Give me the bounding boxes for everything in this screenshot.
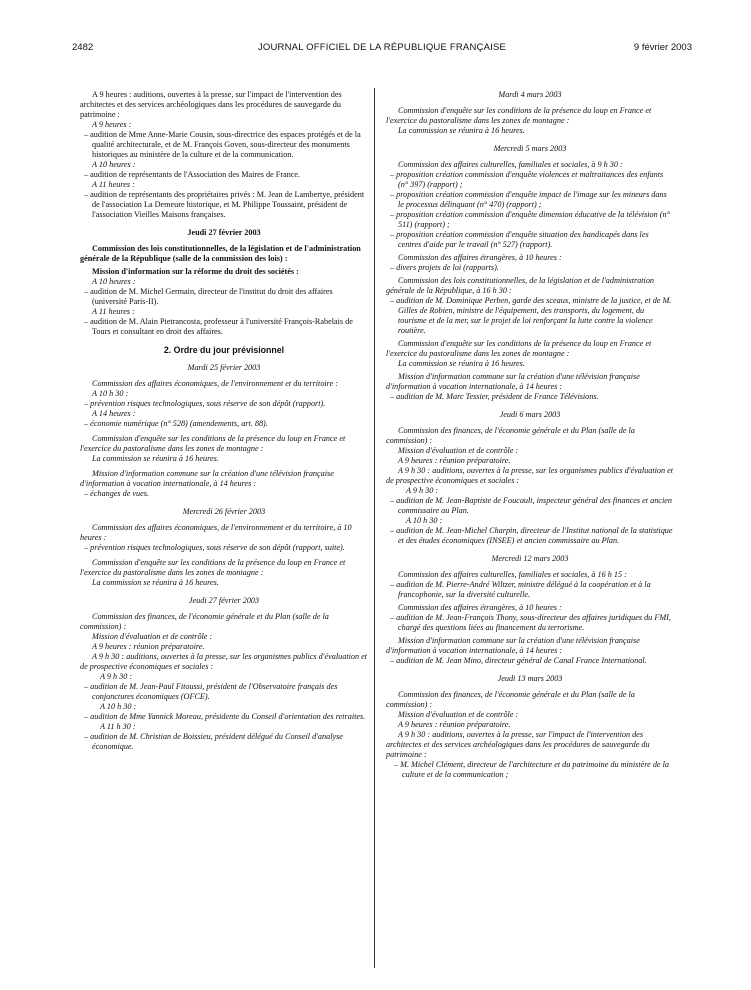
issue-date: 9 février 2003 (633, 42, 692, 53)
time-label: A 9 h 30 : auditions, ouvertes à la presse, sur les organismes publics d'évaluation et de prospective économiques et sociales : (386, 466, 674, 485)
mission-heading: Mission d'information commune sur la création d'une télévision française d'information à vocation internationale, à 14 heures : (386, 372, 640, 391)
agenda-item: – M. Michel Clément, directeur de l'architecture et du patrimoine du ministère de la culture et de la communication ; (394, 760, 669, 779)
mission-heading: Mission d'évaluation et de contrôle : (398, 446, 519, 455)
time-label: A 10 h 30 : (92, 389, 129, 398)
agenda-item: – audition de M. Jean-Michel Charpin, directeur de l'Institut national de la statistique et des études économiques (INSEE) et ancien commissaire au Plan. (390, 526, 673, 545)
time-label: A 14 heures : (92, 409, 136, 418)
commission-heading: Commission des affaires culturelles, familiales et sociales, à 9 h 30 : (398, 160, 623, 169)
agenda-item: – audition de M. Jean Mino, directeur général de Canal France International. (390, 656, 647, 665)
mission-heading: Mission d'information commune sur la création d'une télévision française d'information à vocation internationale, à 14 heures : (80, 469, 334, 488)
time-label: A 10 h 30 : (406, 516, 443, 525)
page-header (72, 42, 692, 56)
date-heading: Mercredi 5 mars 2003 (493, 144, 567, 153)
mission-heading: Mission d'évaluation et de contrôle : (398, 710, 519, 719)
commission-heading: Commission des affaires étrangères, à 10 heures : (398, 603, 562, 612)
commission-heading: Commission des affaires économiques, de l'environnement et du territoire, à 10 heures : (80, 523, 352, 542)
agenda-item: – audition de Mme Yannick Moreau, présidente du Conseil d'orientation des retraites. (84, 712, 366, 721)
time-label: A 11 heures : (92, 307, 135, 316)
commission-heading: Commission des finances, de l'économie générale et du Plan (salle de la commission) : (386, 690, 635, 709)
date-heading: Mardi 25 février 2003 (187, 363, 261, 372)
time-label: A 9 heures : réunion préparatoire. (398, 720, 511, 729)
agenda-item: – audition de M. Jean-Paul Fitoussi, président de l'Observatoire français des conjonctures économiques (OFCE). (84, 682, 338, 701)
time-label: A 10 h 30 : (100, 702, 137, 711)
agenda-item: – audition de représentants de l'Association des Maires de France. (84, 170, 301, 179)
agenda-item: – audition de M. Marc Tessier, président de France Télévisions. (390, 392, 599, 401)
time-label: A 9 h 30 : auditions, ouvertes à la presse, sur l'impact de l'intervention des architectes et des services archéologiques dans les procédures de sauvegarde du patrimoine : (386, 730, 650, 759)
time-label: A 9 h 30 : (100, 672, 133, 681)
journal-title: JOURNAL OFFICIEL DE LA RÉPUBLIQUE FRANÇAISE (257, 42, 507, 53)
left-column (80, 90, 368, 752)
agenda-item: – prévention risques technologiques, sous réserve de son dépôt (rapport). (84, 399, 326, 408)
section-title: 2. Ordre du jour prévisionnel (163, 345, 285, 355)
date-heading: Mercredi 12 mars 2003 (491, 554, 569, 563)
right-column (386, 90, 674, 780)
agenda-item: – proposition création commission d'enquête dimension éducative de la télévision (n° 511) (rapport) ; (390, 210, 670, 229)
date-heading: Jeudi 27 février 2003 (188, 596, 260, 605)
time-label: A 9 h 30 : (406, 486, 439, 495)
date-heading: Mercredi 26 février 2003 (182, 507, 266, 516)
date-heading: Mardi 4 mars 2003 (498, 90, 562, 99)
agenda-item: – proposition création commission d'enquête violences et maltraitances des enfants (n° 397) (rapport) ; (390, 170, 664, 189)
column-divider (374, 88, 375, 968)
agenda-item: – audition de M. Jean-Baptiste de Foucault, inspecteur général des finances et ancien commissaire au Plan. (390, 496, 672, 515)
agenda-item: – audition de M. Jean-François Thony, sous-directeur des affaires juridiques du FMI, chargé des questions liées au financement du terrorisme. (390, 613, 671, 632)
meeting-note: La commission se réunira à 16 heures. (92, 578, 219, 587)
agenda-item: – audition de M. Christian de Boissieu, président délégué du Conseil d'analyse économique. (84, 732, 343, 751)
meeting-note: La commission se réunira à 16 heures. (398, 126, 525, 135)
commission-heading: Commission des finances, de l'économie générale et du Plan (salle de la commission) : (386, 426, 635, 445)
time-label: A 9 heures : réunion préparatoire. (92, 642, 205, 651)
mission-heading: Mission d'information commune sur la création d'une télévision française d'information à vocation internationale, à 14 heures : (386, 636, 640, 655)
agenda-item: – échanges de vues. (84, 489, 150, 498)
date-heading: Jeudi 6 mars 2003 (499, 410, 561, 419)
meeting-note: La commission se réunira à 16 heures. (398, 359, 525, 368)
agenda-item: – audition de Mme Anne-Marie Cousin, sous-directrice des espaces protégés et de la qualité architecturale, et de M. François Goven, sous-directeur des monuments historiques au ministère de la culture et de la communication. (84, 130, 361, 159)
commission-heading: Commission d'enquête sur les conditions de la présence du loup en France et l'exercice du pastoralisme dans les zones de montagne : (386, 339, 652, 358)
time-label: A 11 heures : (92, 180, 135, 189)
mission-heading: Mission d'information sur la réforme du droit des sociétés : (92, 267, 299, 276)
commission-heading: Commission d'enquête sur les conditions de la présence du loup en France et l'exercice du pastoralisme dans les zones de montagne : (386, 106, 652, 125)
agenda-item: – audition de M. Pierre-André Wiltzer, ministre délégué à la coopération et à la francophonie, sur la diversité culturelle. (390, 580, 651, 599)
time-label: A 10 heures : (92, 277, 136, 286)
commission-heading: Commission des finances, de l'économie générale et du Plan (salle de la commission) : (80, 612, 329, 631)
commission-heading: Commission des affaires culturelles, familiales et sociales, à 16 h 15 : (398, 570, 627, 579)
time-label: A 9 heures : (92, 120, 132, 129)
agenda-item: – économie numérique (n° 528) (amendements, art. 88). (84, 419, 268, 428)
date-heading: Jeudi 27 février 2003 (187, 228, 261, 237)
agenda-item: – audition de M. Michel Germain, directeur de l'institut du droit des affaires (université Paris-II). (84, 287, 333, 306)
time-label: A 9 h 30 : auditions, ouvertes à la presse, sur les organismes publics d'évaluation et de prospective économiques et sociales : (80, 652, 368, 671)
paragraph (80, 90, 368, 120)
commission-heading: Commission des affaires économiques, de l'environnement et du territoire : (92, 379, 338, 388)
text: A 9 heures : auditions, ouvertes à la presse, sur l'impact de l'intervention des architectes et des services archéologiques dans les procédures de sauvegarde du patrimoine : (80, 90, 342, 119)
commission-heading: Commission des lois constitutionnelles, de la législation et de l'administration générale de la République, à 16 h 30 : (386, 276, 655, 295)
time-label: A 9 heures : réunion préparatoire. (398, 456, 511, 465)
time-label: A 11 h 30 : (100, 722, 136, 731)
agenda-item: – audition de M. Dominique Perben, garde des sceaux, ministre de la justice, et de M. Gilles de Robien, ministre de l'équipement, des transports, du logement, du tourisme et de la mer, sur le projet de loi renforçant la lutte contre la violence routière. (390, 296, 672, 335)
agenda-item: – prévention risques technologiques, sous réserve de son dépôt (rapport, suite). (84, 543, 345, 552)
commission-heading: Commission des lois constitutionnelles, de la législation et de l'administration générale de la République (salle de la commission des lois) : (80, 244, 361, 263)
agenda-item: – proposition création commission d'enquête situation des handicapés dans les centres d'aide par le travail (n° 527) (rapport). (390, 230, 649, 249)
commission-heading: Commission des affaires étrangères, à 10 heures : (398, 253, 562, 262)
mission-heading: Mission d'évaluation et de contrôle : (92, 632, 213, 641)
agenda-item: – proposition création commission d'enquête impact de l'image sur les mineurs dans le processus délinquant (n° 470) (rapport) ; (390, 190, 667, 209)
date-heading: Jeudi 13 mars 2003 (497, 674, 563, 683)
commission-heading: Commission d'enquête sur les conditions de la présence du loup en France et l'exercice du pastoralisme dans les zones de montagne : (80, 434, 346, 453)
agenda-item: – audition de représentants des propriétaires privés : M. Jean de Lambertye, président de l'association La Demeure historique, et M. Philippe Toussaint, président de l'association Vieilles Maisons françaises. (84, 190, 365, 219)
agenda-item: – audition de M. Alain Pietrancosta, professeur à l'université François-Rabelais de Tours et consultant en droit des affaires. (84, 317, 353, 336)
commission-heading: Commission d'enquête sur les conditions de la présence du loup en France et l'exercice du pastoralisme dans les zones de montagne : (80, 558, 346, 577)
meeting-note: La commission se réunira à 16 heures. (92, 454, 219, 463)
time-label: A 10 heures : (92, 160, 136, 169)
agenda-item: – divers projets de loi (rapports). (390, 263, 499, 272)
page-number: 2482 (72, 42, 94, 53)
